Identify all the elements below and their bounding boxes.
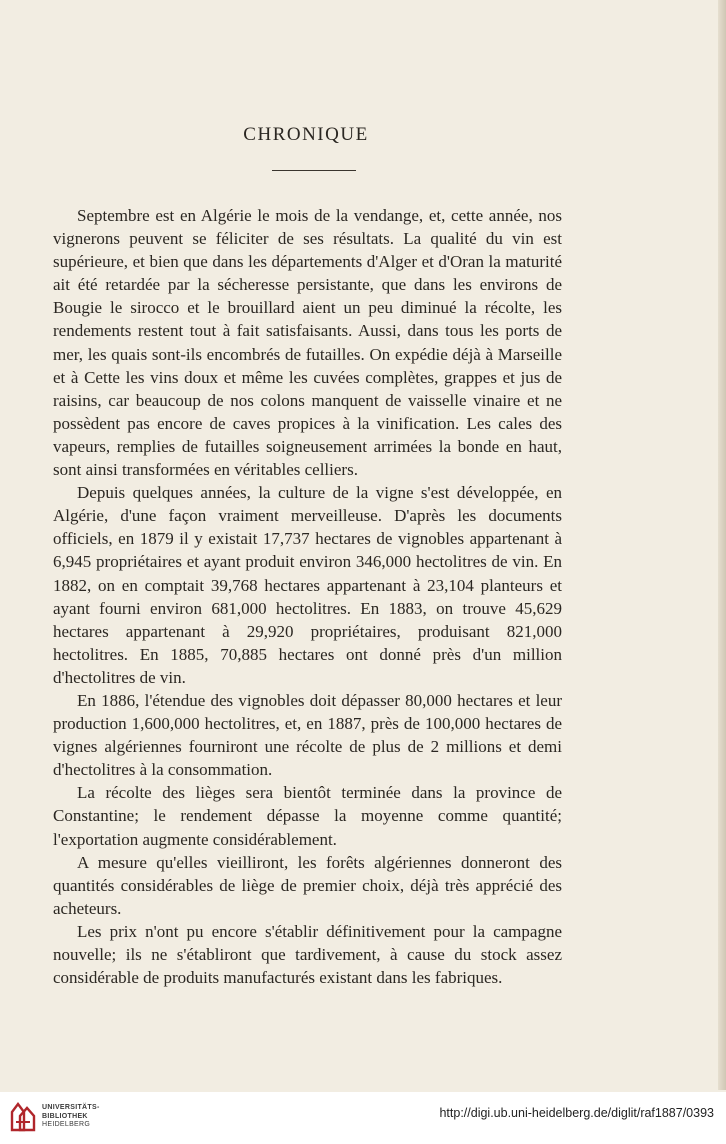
title-rule [272, 170, 356, 171]
paragraph-6: Les prix n'ont pu encore s'établir définitivement pour la campagne nouvelle; ils ne s'établiront que tardivement, à cause du stock assez considérable de produits manufacturés existant dans les fabriques. [53, 921, 562, 988]
library-line-3: HEIDELBERG [42, 1121, 91, 1128]
paragraph-5: A mesure qu'elles vieilliront, les forêts algériennes donneront des quantités considérables de liège de premier choix, déjà très apprécié des acheteurs. [53, 852, 562, 918]
library-line-2: BIBLIOTHEK [42, 1112, 88, 1120]
university-seal-icon [8, 1100, 38, 1134]
library-name [42, 1104, 100, 1130]
page-title: CHRONIQUE [243, 124, 369, 145]
paragraph-1: Septembre est en Algérie le mois de la vendange, et, cette année, nos vignerons peuvent se féliciter de ses résultats. La qualité du vin est supérieure, et bien que dans les départements d'Alger et d'Oran la maturité ait été retardée par la sécheresse persistante, que dans les environs de Bougie le sirocco et le brouillard aient un peu diminué la récolte, les rendements restent tout à fait satisfaisants. Aussi, dans tous les ports de mer, les quais sont-ils encombrés de futailles. On expédie déjà à Marseille et à Cette les vins doux et même les cuvées complètes, grappes et jus de raisins, car beaucoup de nos colons manquent de vaisselle vinaire et ne possèdent pas encore de caves propices à la vinification. Les cales des vapeurs, remplies de futailles soigneusement arrimées la bonde en haut, sont ainsi transformées en véritables celliers. [53, 206, 562, 480]
footer-bar [0, 1092, 726, 1144]
library-line-1: UNIVERSITÄTS- [42, 1104, 100, 1111]
paragraph-4: La récolte des lièges sera bientôt terminée dans la province de Constantine; le rendement dépasse la moyenne comme quantité; l'exportation augmente considérablement. [53, 783, 562, 849]
source-url-link[interactable]: http://digi.ub.uni-heidelberg.de/diglit/raf1887/0393 [439, 1106, 714, 1120]
page-edge [718, 0, 726, 1090]
paragraph-3: En 1886, l'étendue des vignobles doit dépasser 80,000 hectares et leur production 1,600,000 hectolitres, et, en 1887, près de 100,000 hectares de vignes algériennes fourniront une récolte de plus de 2 millions et demi d'hectolitres à la consommation. [53, 690, 562, 780]
article-body [53, 204, 562, 989]
paragraph-2: Depuis quelques années, la culture de la vigne s'est développée, en Algérie, d'une façon vraiment merveilleuse. D'après les documents officiels, en 1879 il y existait 17,737 hectares de vignobles appartenant à 6,945 propriétaires et ayant produit environ 346,000 hectolitres de vin. En 1882, on en comptait 39,768 hectares appartenant à 23,104 planteurs et ayant fourni environ 681,000 hectolitres. En 1883, on trouve 45,629 hectares appartenant à 29,920 propriétaires, produisant 821,000 hectolitres. En 1885, 70,885 hectares ont donné près d'un million d'hectolitres de vin. [53, 483, 562, 687]
